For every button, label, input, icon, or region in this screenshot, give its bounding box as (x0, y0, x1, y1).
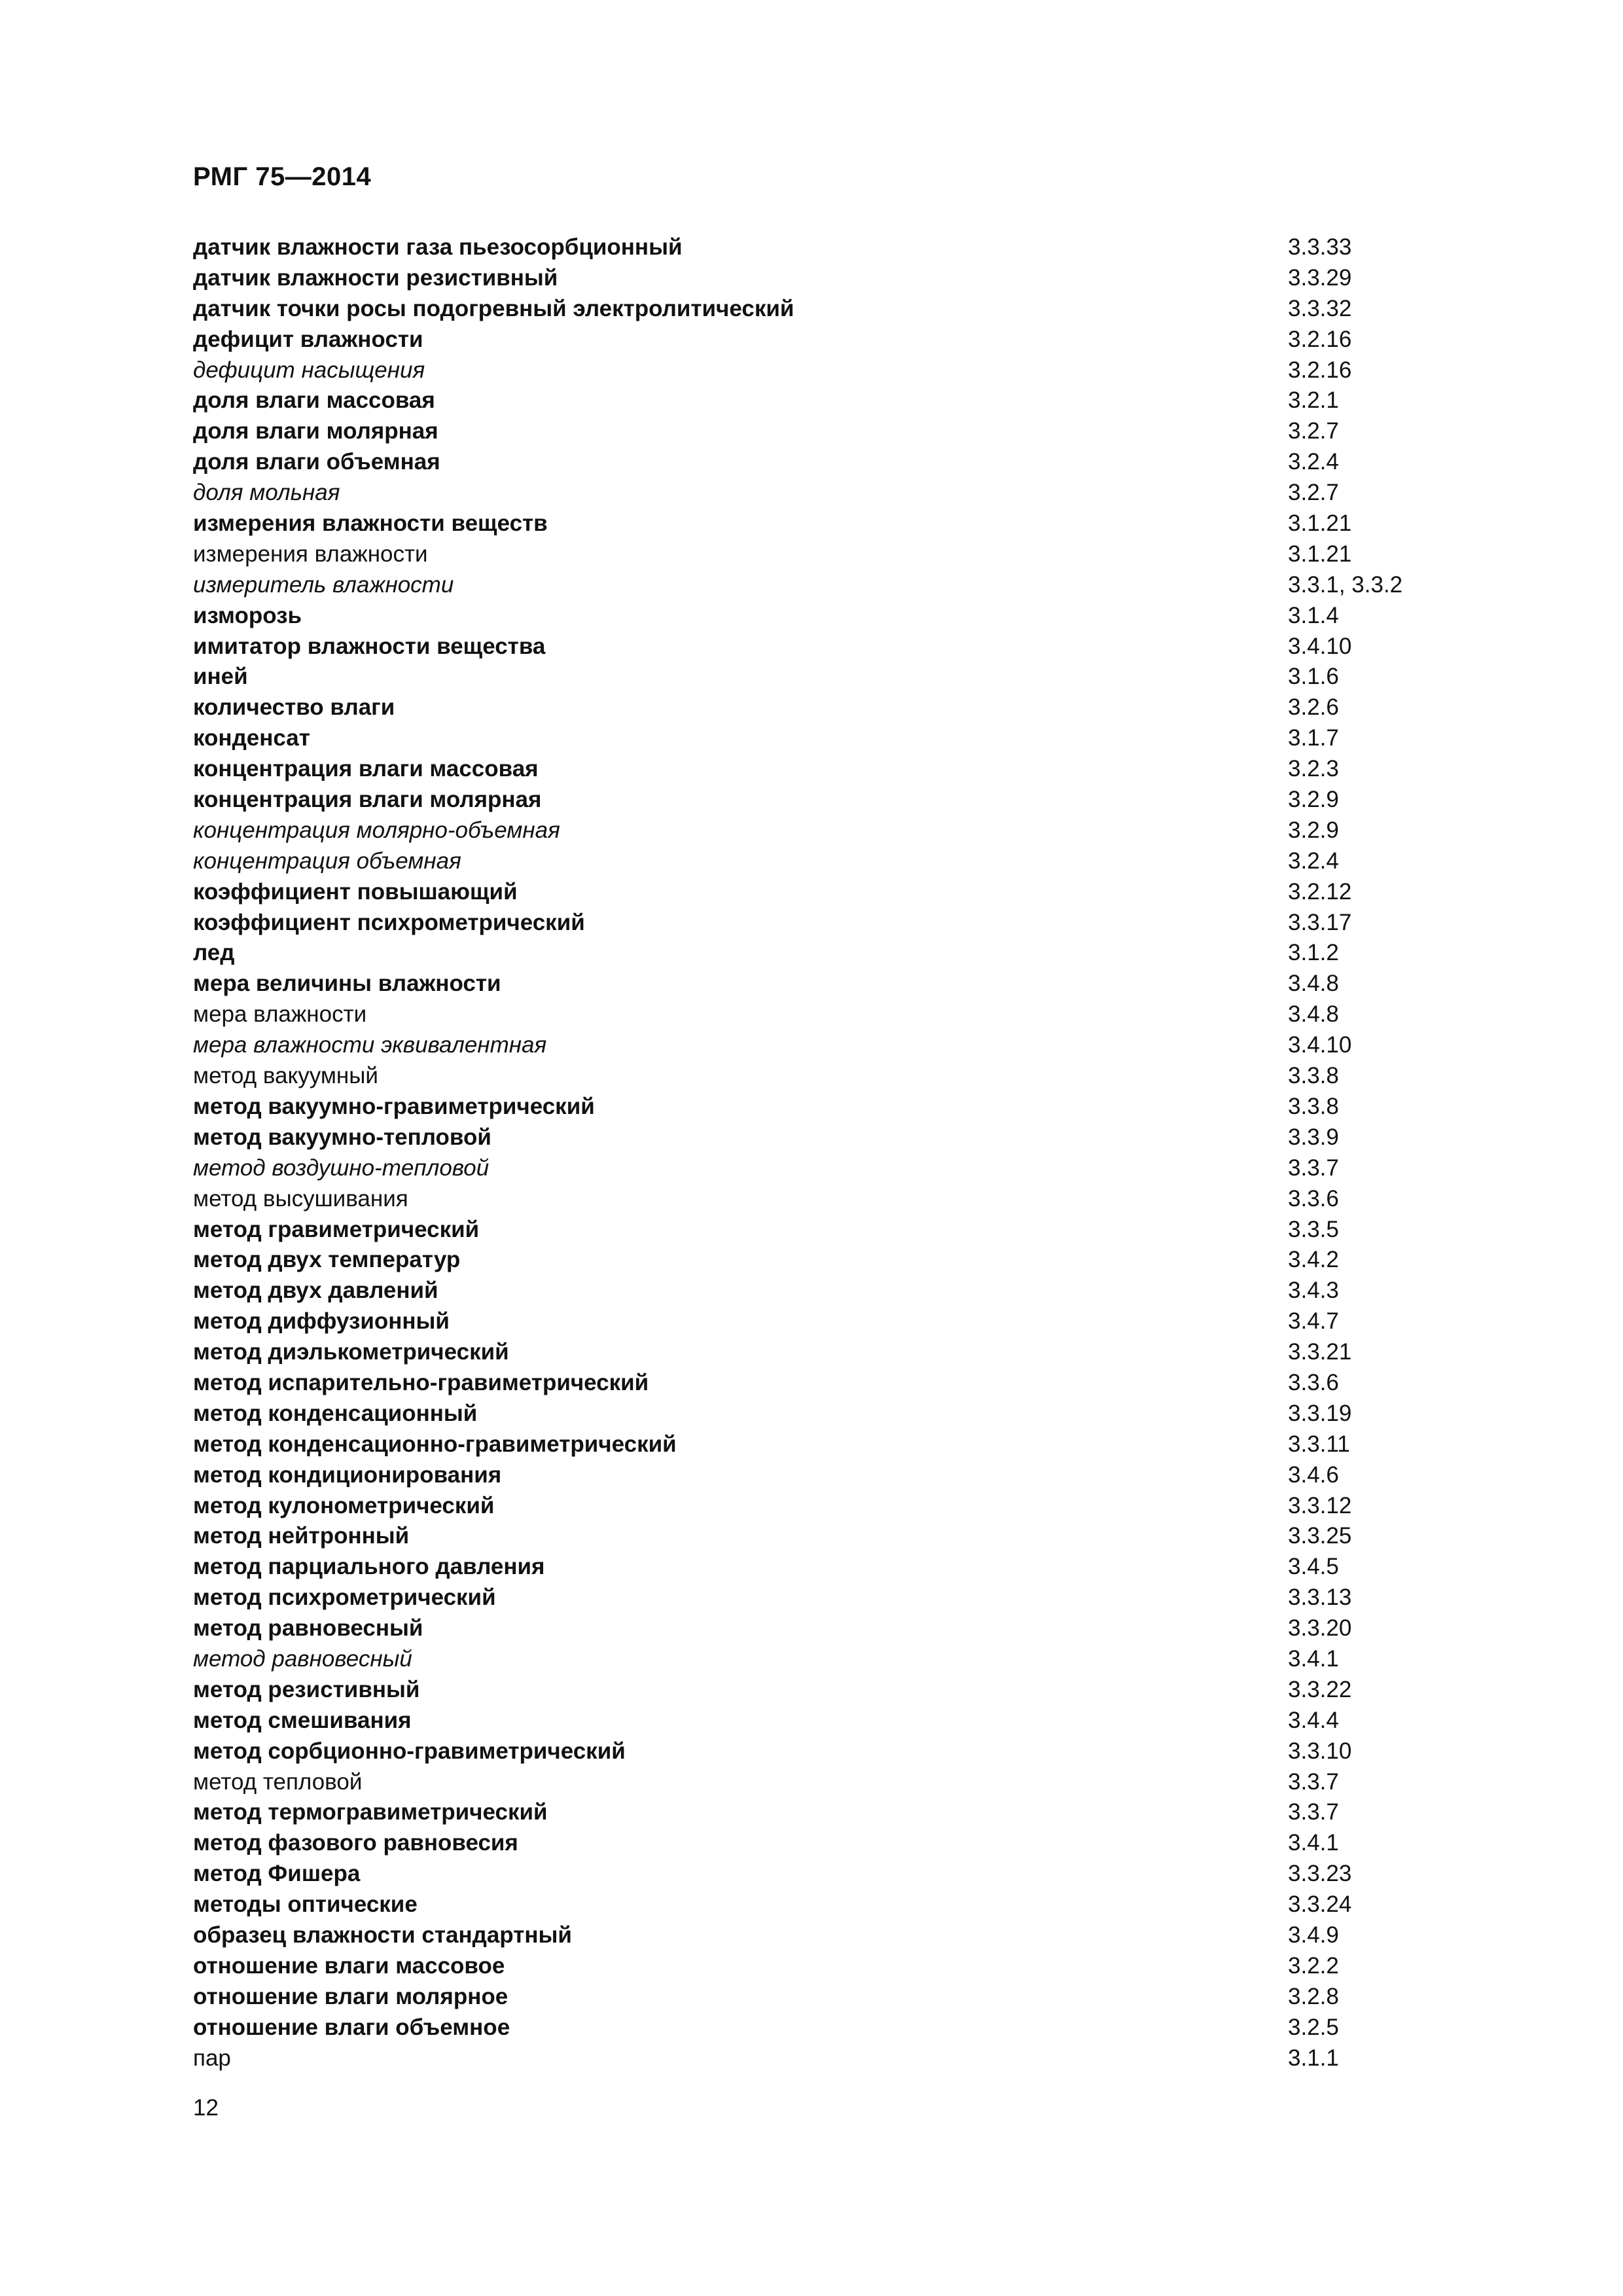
index-reference: 3.1.2 (1288, 940, 1339, 966)
index-entry (193, 539, 1436, 570)
index-entry (193, 1030, 1436, 1061)
index-entry (193, 692, 1436, 723)
index-entry (193, 355, 1436, 386)
index-reference: 3.3.20 (1288, 1615, 1352, 1641)
index-term: имитатор влажности вещества (193, 633, 546, 659)
index-reference: 3.1.4 (1288, 602, 1339, 628)
index-term: отношение влаги молярное (193, 1983, 508, 2009)
index-reference: 3.2.9 (1288, 787, 1339, 813)
index-term: дефицит насыщения (193, 357, 425, 383)
index-entry (193, 232, 1436, 263)
index-term: коэффициент повышающий (193, 878, 518, 905)
index-entry (193, 723, 1436, 754)
index-term: доля мольная (193, 480, 340, 506)
index-entry (193, 1215, 1436, 1246)
index-term: коэффициент психрометрический (193, 909, 585, 935)
index-entry (193, 1982, 1436, 2013)
index-term: метод конденсационный (193, 1400, 478, 1426)
index-term: метод двух температур (193, 1247, 461, 1273)
index-entry (193, 1521, 1436, 1552)
index-reference: 3.3.13 (1288, 1585, 1352, 1611)
index-entry (193, 908, 1436, 939)
index-entry (193, 938, 1436, 969)
index-entry (193, 846, 1436, 877)
index-entry (193, 1061, 1436, 1092)
index-term: метод испарительно-гравиметрический (193, 1369, 649, 1395)
index-reference: 3.2.1 (1288, 387, 1339, 414)
index-term: метод Фишера (193, 1861, 361, 1887)
index-term: отношение влаги массовое (193, 1952, 505, 1979)
index-entry (193, 1337, 1436, 1368)
index-reference: 3.4.5 (1288, 1554, 1339, 1580)
page-header-title: РМГ 75—2014 (193, 162, 372, 191)
index-reference: 3.4.10 (1288, 633, 1352, 659)
index-reference: 3.2.9 (1288, 817, 1339, 843)
index-term: метод кулонометрический (193, 1492, 495, 1518)
index-term: метод вакуумно-гравиметрический (193, 1093, 595, 1119)
index-term: метод гравиметрический (193, 1216, 480, 1242)
index-entry (193, 1399, 1436, 1429)
index-reference: 3.2.8 (1288, 1983, 1339, 2009)
index-term: метод диффузионный (193, 1308, 450, 1335)
index-reference: 3.4.4 (1288, 1707, 1339, 1733)
index-entry (193, 263, 1436, 294)
index-term: отношение влаги объемное (193, 2014, 510, 2040)
index-reference: 3.3.21 (1288, 1339, 1352, 1365)
index-entry (193, 1092, 1436, 1122)
index-reference: 3.1.7 (1288, 725, 1339, 751)
index-term: концентрация влаги молярная (193, 787, 542, 813)
index-term: метод вакуумный (193, 1063, 378, 1089)
index-entry (193, 1122, 1436, 1153)
index-term: доля влаги массовая (193, 387, 435, 414)
index-entry (193, 1491, 1436, 1522)
index-reference: 3.3.12 (1288, 1492, 1352, 1518)
index-term: измеритель влажности (193, 571, 454, 598)
index-reference: 3.4.6 (1288, 1462, 1339, 1488)
index-term: количество влаги (193, 694, 395, 721)
index-entry (193, 509, 1436, 539)
index-entry (193, 1153, 1436, 1184)
index-term: конденсат (193, 725, 310, 751)
index-term: лед (193, 940, 235, 966)
page-number: 12 (193, 2095, 219, 2121)
index-term: датчик влажности газа пьезосорбционный (193, 234, 683, 260)
index-term: метод равновесный (193, 1645, 412, 1672)
index-entry (193, 1644, 1436, 1675)
index-reference: 3.1.1 (1288, 2045, 1339, 2071)
index-reference: 3.2.4 (1288, 848, 1339, 874)
index-term: пар (193, 2045, 231, 2071)
index-reference: 3.1.21 (1288, 541, 1352, 567)
index-term: мера влажности (193, 1001, 367, 1028)
index-entry (193, 1245, 1436, 1276)
index-term: датчик точки росы подогревный электролитический (193, 295, 794, 321)
index-entry (193, 1460, 1436, 1491)
index-reference: 3.3.8 (1288, 1093, 1339, 1119)
index-reference: 3.3.23 (1288, 1861, 1352, 1887)
index-reference: 3.3.7 (1288, 1768, 1339, 1795)
index-term: дефицит влажности (193, 326, 423, 352)
index-reference: 3.4.2 (1288, 1247, 1339, 1273)
index-reference: 3.3.19 (1288, 1400, 1352, 1426)
index-reference: 3.3.6 (1288, 1185, 1339, 1211)
index-entry (193, 969, 1436, 999)
index-reference: 3.2.4 (1288, 449, 1339, 475)
index-term: методы оптические (193, 1892, 418, 1918)
index-term: мера влажности эквивалентная (193, 1032, 547, 1058)
index-reference: 3.3.29 (1288, 264, 1352, 291)
index-reference: 3.4.10 (1288, 1032, 1352, 1058)
index-entry (193, 754, 1436, 785)
index-term: метод психрометрический (193, 1585, 496, 1611)
index-entry (193, 1184, 1436, 1215)
index-entry (193, 386, 1436, 416)
index-entry (193, 294, 1436, 325)
index-term: измерения влажности (193, 541, 428, 567)
index-term: изморозь (193, 602, 302, 628)
index-reference: 3.3.22 (1288, 1676, 1352, 1702)
index-entry (193, 785, 1436, 816)
index-term: метод термогравиметрический (193, 1799, 548, 1825)
index-term: иней (193, 664, 248, 690)
index-entry (193, 816, 1436, 846)
index-entry (193, 1951, 1436, 1982)
index-reference: 3.2.16 (1288, 326, 1352, 352)
index-reference: 3.3.9 (1288, 1124, 1339, 1150)
index-term: метод кондиционирования (193, 1462, 502, 1488)
index-term: метод нейтронный (193, 1523, 410, 1549)
index-reference: 3.3.32 (1288, 295, 1352, 321)
index-term: мера величины влажности (193, 971, 501, 997)
index-term: образец влажности стандартный (193, 1922, 572, 1948)
index-term: концентрация влаги массовая (193, 756, 539, 782)
index-term: доля влаги объемная (193, 449, 440, 475)
index-reference: 3.3.25 (1288, 1523, 1352, 1549)
index-term: метод конденсационно-гравиметрический (193, 1431, 677, 1457)
index-reference: 3.3.7 (1288, 1799, 1339, 1825)
index-entry (193, 1306, 1436, 1337)
index-reference: 3.4.1 (1288, 1830, 1339, 1856)
index-reference: 3.4.7 (1288, 1308, 1339, 1335)
index-reference: 3.4.8 (1288, 1001, 1339, 1028)
index-reference: 3.2.16 (1288, 357, 1352, 383)
index-entry (193, 447, 1436, 478)
index-reference: 3.4.9 (1288, 1922, 1339, 1948)
index-entry (193, 416, 1436, 447)
index-entry (193, 478, 1436, 509)
index-entry (193, 1736, 1436, 1767)
index-reference: 3.2.6 (1288, 694, 1339, 721)
index-reference: 3.3.10 (1288, 1738, 1352, 1764)
index-reference: 3.1.6 (1288, 664, 1339, 690)
index-entry (193, 1859, 1436, 1890)
index-entry (193, 1675, 1436, 1706)
index-term: концентрация объемная (193, 848, 461, 874)
index-entry (193, 877, 1436, 908)
index-entry (193, 570, 1436, 601)
index-reference: 3.4.1 (1288, 1645, 1339, 1672)
index-term: метод парциального давления (193, 1554, 545, 1580)
index-entry (193, 1890, 1436, 1920)
index-reference: 3.2.5 (1288, 2014, 1339, 2040)
index-entry (193, 1276, 1436, 1306)
index-entry (193, 1767, 1436, 1798)
index-reference: 3.2.7 (1288, 418, 1339, 444)
index-entry (193, 601, 1436, 632)
index-reference: 3.3.1, 3.3.2 (1288, 571, 1403, 598)
index-entry (193, 999, 1436, 1030)
index-entry (193, 1613, 1436, 1644)
index-entry (193, 2013, 1436, 2043)
index-reference: 3.3.6 (1288, 1369, 1339, 1395)
index-term: метод тепловой (193, 1768, 363, 1795)
index-term: метод сорбционно-гравиметрический (193, 1738, 626, 1764)
index-reference: 3.4.8 (1288, 971, 1339, 997)
index-term: метод двух давлений (193, 1278, 438, 1304)
index-term: метод вакуумно-тепловой (193, 1124, 491, 1150)
index-entry (193, 2043, 1436, 2074)
index-entry (193, 1552, 1436, 1583)
index-entry (193, 1797, 1436, 1828)
index-term: измерения влажности веществ (193, 511, 548, 537)
index-reference: 3.1.21 (1288, 511, 1352, 537)
index-term: метод равновесный (193, 1615, 423, 1641)
index-entry (193, 1368, 1436, 1399)
index-reference: 3.3.5 (1288, 1216, 1339, 1242)
index-term: датчик влажности резистивный (193, 264, 558, 291)
index-reference: 3.2.12 (1288, 878, 1352, 905)
index-term: метод резистивный (193, 1676, 420, 1702)
index-entry (193, 1920, 1436, 1951)
index-reference: 3.2.2 (1288, 1952, 1339, 1979)
index-reference: 3.2.7 (1288, 480, 1339, 506)
index-reference: 3.4.3 (1288, 1278, 1339, 1304)
index-entry (193, 325, 1436, 355)
index-term: метод высушивания (193, 1185, 408, 1211)
index-entry (193, 1828, 1436, 1859)
index-reference: 3.3.7 (1288, 1155, 1339, 1181)
index-term: доля влаги молярная (193, 418, 438, 444)
index-entry (193, 632, 1436, 662)
index-term: метод воздушно-тепловой (193, 1155, 490, 1181)
index-reference: 3.3.8 (1288, 1063, 1339, 1089)
index-term: метод фазового равновесия (193, 1830, 518, 1856)
index-entry (193, 662, 1436, 692)
index-reference: 3.3.17 (1288, 909, 1352, 935)
index-entry (193, 1583, 1436, 1613)
index-term: метод смешивания (193, 1707, 412, 1733)
index-entry (193, 1429, 1436, 1460)
index-reference: 3.3.11 (1288, 1431, 1350, 1457)
index-entry (193, 1706, 1436, 1736)
index-reference: 3.3.24 (1288, 1892, 1352, 1918)
index-reference: 3.2.3 (1288, 756, 1339, 782)
index-reference: 3.3.33 (1288, 234, 1352, 260)
term-index-list (193, 232, 1436, 2073)
index-term: метод диэлькометрический (193, 1339, 509, 1365)
index-term: концентрация молярно-объемная (193, 817, 560, 843)
